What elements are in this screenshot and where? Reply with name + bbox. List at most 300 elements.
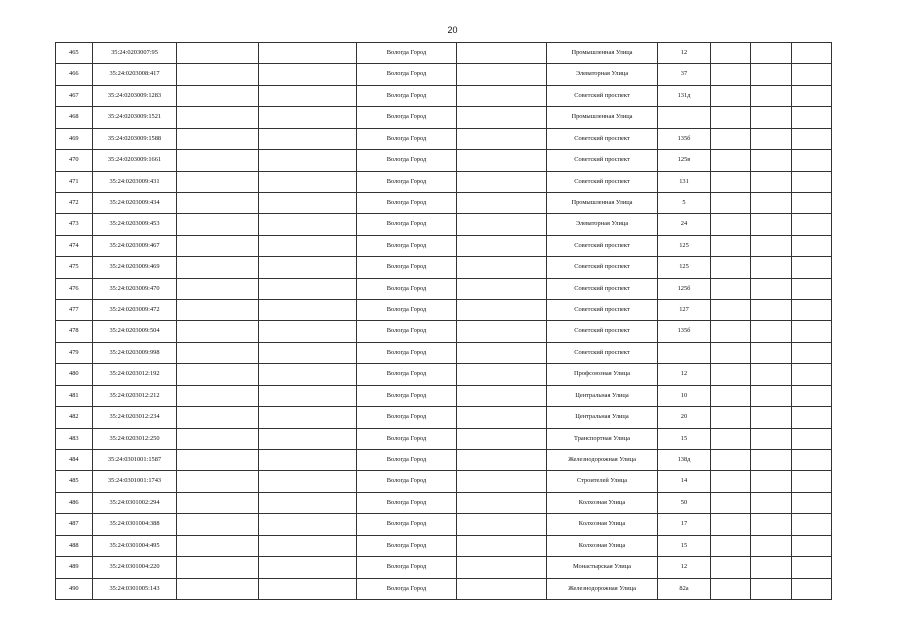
locality-cell: Вологда Город: [357, 192, 457, 213]
street-cell: Советский проспект: [547, 278, 658, 299]
empty-cell: [751, 342, 792, 363]
street-cell: Промышленная Улица: [547, 192, 658, 213]
empty-cell: [177, 214, 259, 235]
house-number: 125б: [658, 278, 711, 299]
locality-cell: Вологда Город: [357, 235, 457, 256]
empty-cell: [259, 428, 357, 449]
street-cell: Железнодорожная Улица: [547, 450, 658, 471]
locality-cell: Вологда Город: [357, 364, 457, 385]
house-number: 131: [658, 171, 711, 192]
empty-cell: [177, 450, 259, 471]
empty-cell: [751, 471, 792, 492]
empty-cell: [792, 192, 832, 213]
locality-cell: Вологда Город: [357, 171, 457, 192]
empty-cell: [711, 578, 751, 599]
empty-cell: [711, 300, 751, 321]
empty-cell: [259, 492, 357, 513]
empty-cell: [177, 364, 259, 385]
locality-cell: Вологда Город: [357, 471, 457, 492]
table-row: [56, 150, 832, 171]
row-number: 469: [56, 128, 93, 149]
empty-cell: [457, 342, 547, 363]
empty-cell: [259, 535, 357, 556]
empty-cell: [711, 471, 751, 492]
house-number: 50: [658, 492, 711, 513]
house-number: 127: [658, 300, 711, 321]
empty-cell: [792, 471, 832, 492]
cadastral-number: 35:24:0203008:417: [93, 64, 177, 85]
empty-cell: [751, 300, 792, 321]
empty-cell: [457, 514, 547, 535]
cadastral-number: 35:24:0301004:220: [93, 557, 177, 578]
empty-cell: [177, 192, 259, 213]
table-row: [56, 450, 832, 471]
empty-cell: [457, 257, 547, 278]
empty-cell: [792, 43, 832, 64]
empty-cell: [457, 192, 547, 213]
empty-cell: [792, 385, 832, 406]
empty-cell: [177, 257, 259, 278]
empty-cell: [457, 557, 547, 578]
empty-cell: [711, 557, 751, 578]
empty-cell: [711, 342, 751, 363]
house-number: 15: [658, 428, 711, 449]
row-number: 465: [56, 43, 93, 64]
row-number: 481: [56, 385, 93, 406]
locality-cell: Вологда Город: [357, 150, 457, 171]
empty-cell: [457, 278, 547, 299]
row-number: 484: [56, 450, 93, 471]
empty-cell: [457, 128, 547, 149]
empty-cell: [177, 128, 259, 149]
empty-cell: [751, 171, 792, 192]
empty-cell: [457, 492, 547, 513]
table-row: [56, 278, 832, 299]
empty-cell: [457, 364, 547, 385]
empty-cell: [792, 342, 832, 363]
empty-cell: [457, 385, 547, 406]
house-number: 12: [658, 364, 711, 385]
empty-cell: [457, 107, 547, 128]
table-row: [56, 514, 832, 535]
table-row: [56, 471, 832, 492]
locality-cell: Вологда Город: [357, 85, 457, 106]
house-number: 20: [658, 407, 711, 428]
empty-cell: [792, 300, 832, 321]
empty-cell: [457, 235, 547, 256]
row-number: 490: [56, 578, 93, 599]
empty-cell: [711, 428, 751, 449]
empty-cell: [711, 385, 751, 406]
empty-cell: [259, 578, 357, 599]
street-cell: Советский проспект: [547, 342, 658, 363]
cadastral-number: 35:24:0203009:1588: [93, 128, 177, 149]
empty-cell: [751, 214, 792, 235]
house-number: 125: [658, 235, 711, 256]
empty-cell: [792, 428, 832, 449]
table-row: [56, 535, 832, 556]
empty-cell: [457, 85, 547, 106]
empty-cell: [792, 450, 832, 471]
locality-cell: Вологда Город: [357, 557, 457, 578]
empty-cell: [751, 321, 792, 342]
empty-cell: [177, 407, 259, 428]
empty-cell: [751, 150, 792, 171]
empty-cell: [711, 171, 751, 192]
row-number: 471: [56, 171, 93, 192]
street-cell: Промышленная Улица: [547, 107, 658, 128]
empty-cell: [711, 128, 751, 149]
house-number: 15: [658, 535, 711, 556]
row-number: 470: [56, 150, 93, 171]
table-row: [56, 492, 832, 513]
row-number: 485: [56, 471, 93, 492]
street-cell: Колхозная Улица: [547, 492, 658, 513]
empty-cell: [751, 107, 792, 128]
cadastral-number: 35:24:0203009:1521: [93, 107, 177, 128]
cadastral-number: 35:24:0203012:212: [93, 385, 177, 406]
row-number: 479: [56, 342, 93, 363]
locality-cell: Вологда Город: [357, 128, 457, 149]
empty-cell: [457, 214, 547, 235]
cadastral-number: 35:24:0301004:495: [93, 535, 177, 556]
house-number: 37: [658, 64, 711, 85]
cadastral-number: 35:24:0203009:504: [93, 321, 177, 342]
table-row: [56, 364, 832, 385]
cadastral-number: 35:24:0203009:469: [93, 257, 177, 278]
empty-cell: [177, 43, 259, 64]
empty-cell: [457, 150, 547, 171]
cadastral-number: 35:24:0203009:470: [93, 278, 177, 299]
empty-cell: [711, 364, 751, 385]
empty-cell: [457, 43, 547, 64]
page-number: 20: [447, 25, 458, 35]
empty-cell: [259, 278, 357, 299]
empty-cell: [177, 150, 259, 171]
row-number: 473: [56, 214, 93, 235]
locality-cell: Вологда Город: [357, 278, 457, 299]
locality-cell: Вологда Город: [357, 578, 457, 599]
empty-cell: [259, 85, 357, 106]
locality-cell: Вологда Город: [357, 385, 457, 406]
empty-cell: [751, 85, 792, 106]
row-number: 480: [56, 364, 93, 385]
empty-cell: [259, 321, 357, 342]
empty-cell: [177, 535, 259, 556]
empty-cell: [457, 450, 547, 471]
empty-cell: [259, 235, 357, 256]
street-cell: Советский проспект: [547, 300, 658, 321]
empty-cell: [751, 257, 792, 278]
locality-cell: Вологда Город: [357, 107, 457, 128]
row-number: 467: [56, 85, 93, 106]
table-row: [56, 385, 832, 406]
row-number: 486: [56, 492, 93, 513]
cadastral-number: 35:24:0203012:192: [93, 364, 177, 385]
street-cell: Железнодорожная Улица: [547, 578, 658, 599]
empty-cell: [711, 407, 751, 428]
table-row: [56, 235, 832, 256]
table-row: [56, 214, 832, 235]
registry-table-body: [56, 43, 832, 600]
locality-cell: Вологда Город: [357, 428, 457, 449]
empty-cell: [751, 578, 792, 599]
empty-cell: [711, 192, 751, 213]
row-number: 489: [56, 557, 93, 578]
street-cell: Колхозная Улица: [547, 535, 658, 556]
empty-cell: [259, 364, 357, 385]
empty-cell: [259, 300, 357, 321]
locality-cell: Вологда Город: [357, 492, 457, 513]
empty-cell: [711, 235, 751, 256]
empty-cell: [259, 171, 357, 192]
house-number: 14: [658, 471, 711, 492]
locality-cell: Вологда Город: [357, 214, 457, 235]
empty-cell: [751, 492, 792, 513]
locality-cell: Вологда Город: [357, 535, 457, 556]
cadastral-number: 35:24:0203012:250: [93, 428, 177, 449]
empty-cell: [259, 385, 357, 406]
empty-cell: [259, 257, 357, 278]
empty-cell: [751, 192, 792, 213]
empty-cell: [259, 471, 357, 492]
cadastral-number: 35:24:0203009:431: [93, 171, 177, 192]
empty-cell: [751, 428, 792, 449]
empty-cell: [177, 428, 259, 449]
empty-cell: [177, 514, 259, 535]
street-cell: Монастырская Улица: [547, 557, 658, 578]
empty-cell: [259, 450, 357, 471]
empty-cell: [711, 535, 751, 556]
empty-cell: [711, 85, 751, 106]
cadastral-number: 35:24:0203009:434: [93, 192, 177, 213]
locality-cell: Вологда Город: [357, 300, 457, 321]
street-cell: Центральная Улица: [547, 385, 658, 406]
empty-cell: [259, 514, 357, 535]
empty-cell: [792, 514, 832, 535]
empty-cell: [177, 578, 259, 599]
table-row: [56, 43, 832, 64]
row-number: 475: [56, 257, 93, 278]
empty-cell: [457, 407, 547, 428]
empty-cell: [177, 235, 259, 256]
table-row: [56, 300, 832, 321]
street-cell: Советский проспект: [547, 171, 658, 192]
empty-cell: [177, 278, 259, 299]
row-number: 466: [56, 64, 93, 85]
empty-cell: [792, 64, 832, 85]
house-number: 135б: [658, 321, 711, 342]
empty-cell: [177, 492, 259, 513]
house-number: 138д: [658, 450, 711, 471]
empty-cell: [177, 385, 259, 406]
empty-cell: [177, 171, 259, 192]
locality-cell: Вологда Город: [357, 407, 457, 428]
empty-cell: [259, 557, 357, 578]
empty-cell: [711, 150, 751, 171]
empty-cell: [792, 278, 832, 299]
empty-cell: [457, 428, 547, 449]
empty-cell: [259, 128, 357, 149]
empty-cell: [792, 128, 832, 149]
empty-cell: [792, 321, 832, 342]
empty-cell: [457, 578, 547, 599]
empty-cell: [177, 342, 259, 363]
empty-cell: [751, 385, 792, 406]
empty-cell: [792, 364, 832, 385]
house-number: 12: [658, 557, 711, 578]
street-cell: Элеваторная Улица: [547, 214, 658, 235]
table-row: [56, 107, 832, 128]
empty-cell: [792, 557, 832, 578]
empty-cell: [259, 192, 357, 213]
locality-cell: Вологда Город: [357, 450, 457, 471]
street-cell: Профсоюзная Улица: [547, 364, 658, 385]
empty-cell: [711, 321, 751, 342]
empty-cell: [457, 535, 547, 556]
street-cell: Советский проспект: [547, 85, 658, 106]
table-row: [56, 342, 832, 363]
house-number: 5: [658, 192, 711, 213]
row-number: 472: [56, 192, 93, 213]
table-row: [56, 257, 832, 278]
table-row: [56, 407, 832, 428]
cadastral-number: 35:24:0203012:234: [93, 407, 177, 428]
table-row: [56, 428, 832, 449]
house-number: 125в: [658, 150, 711, 171]
empty-cell: [792, 85, 832, 106]
empty-cell: [711, 492, 751, 513]
row-number: 483: [56, 428, 93, 449]
empty-cell: [177, 321, 259, 342]
street-cell: Советский проспект: [547, 150, 658, 171]
empty-cell: [751, 128, 792, 149]
empty-cell: [792, 407, 832, 428]
empty-cell: [751, 450, 792, 471]
cadastral-number: 35:24:0301002:294: [93, 492, 177, 513]
empty-cell: [792, 257, 832, 278]
locality-cell: Вологда Город: [357, 321, 457, 342]
street-cell: Колхозная Улица: [547, 514, 658, 535]
cadastral-number: 35:24:0203009:453: [93, 214, 177, 235]
empty-cell: [259, 107, 357, 128]
locality-cell: Вологда Город: [357, 514, 457, 535]
empty-cell: [177, 557, 259, 578]
table-row: [56, 64, 832, 85]
empty-cell: [792, 214, 832, 235]
cadastral-number: 35:24:0301005:143: [93, 578, 177, 599]
empty-cell: [711, 450, 751, 471]
empty-cell: [457, 171, 547, 192]
cadastral-number: 35:24:0203009:1661: [93, 150, 177, 171]
empty-cell: [751, 557, 792, 578]
street-cell: Советский проспект: [547, 321, 658, 342]
locality-cell: Вологда Город: [357, 257, 457, 278]
house-number: 125: [658, 257, 711, 278]
empty-cell: [711, 64, 751, 85]
house-number: [658, 107, 711, 128]
registry-table: [55, 42, 832, 600]
empty-cell: [259, 407, 357, 428]
house-number: [658, 342, 711, 363]
empty-cell: [457, 471, 547, 492]
cadastral-number: 35:24:0203009:998: [93, 342, 177, 363]
street-cell: Центральная Улица: [547, 407, 658, 428]
empty-cell: [711, 257, 751, 278]
row-number: 477: [56, 300, 93, 321]
empty-cell: [259, 342, 357, 363]
empty-cell: [792, 235, 832, 256]
empty-cell: [711, 43, 751, 64]
locality-cell: Вологда Город: [357, 64, 457, 85]
table-row: [56, 321, 832, 342]
empty-cell: [177, 85, 259, 106]
house-number: 10: [658, 385, 711, 406]
cadastral-number: 35:24:0203009:467: [93, 235, 177, 256]
empty-cell: [751, 535, 792, 556]
cadastral-number: 35:24:0301004:388: [93, 514, 177, 535]
cadastral-number: 35:24:0203009:472: [93, 300, 177, 321]
empty-cell: [259, 64, 357, 85]
cadastral-number: 35:24:0203009:1283: [93, 85, 177, 106]
street-cell: Строителей Улица: [547, 471, 658, 492]
table-row: [56, 578, 832, 599]
row-number: 476: [56, 278, 93, 299]
street-cell: Элеваторная Улица: [547, 64, 658, 85]
cadastral-number: 35:24:0301001:1743: [93, 471, 177, 492]
table-row: [56, 85, 832, 106]
empty-cell: [751, 407, 792, 428]
empty-cell: [792, 171, 832, 192]
house-number: 12: [658, 43, 711, 64]
row-number: 474: [56, 235, 93, 256]
cadastral-number: 35:24:0301001:1587: [93, 450, 177, 471]
empty-cell: [457, 64, 547, 85]
empty-cell: [177, 300, 259, 321]
house-number: 24: [658, 214, 711, 235]
empty-cell: [457, 300, 547, 321]
table-row: [56, 171, 832, 192]
row-number: 468: [56, 107, 93, 128]
empty-cell: [751, 64, 792, 85]
empty-cell: [792, 535, 832, 556]
empty-cell: [792, 578, 832, 599]
row-number: 478: [56, 321, 93, 342]
locality-cell: Вологда Город: [357, 43, 457, 64]
locality-cell: Вологда Город: [357, 342, 457, 363]
row-number: 487: [56, 514, 93, 535]
empty-cell: [259, 43, 357, 64]
empty-cell: [751, 43, 792, 64]
table-row: [56, 128, 832, 149]
house-number: 135б: [658, 128, 711, 149]
cadastral-number: 35:24:0203007:95: [93, 43, 177, 64]
empty-cell: [259, 150, 357, 171]
house-number: 17: [658, 514, 711, 535]
empty-cell: [457, 321, 547, 342]
house-number: 82а: [658, 578, 711, 599]
street-cell: Советский проспект: [547, 235, 658, 256]
row-number: 488: [56, 535, 93, 556]
empty-cell: [792, 150, 832, 171]
table-row: [56, 557, 832, 578]
street-cell: Советский проспект: [547, 128, 658, 149]
table-row: [56, 192, 832, 213]
empty-cell: [711, 107, 751, 128]
empty-cell: [177, 107, 259, 128]
empty-cell: [259, 214, 357, 235]
empty-cell: [751, 235, 792, 256]
